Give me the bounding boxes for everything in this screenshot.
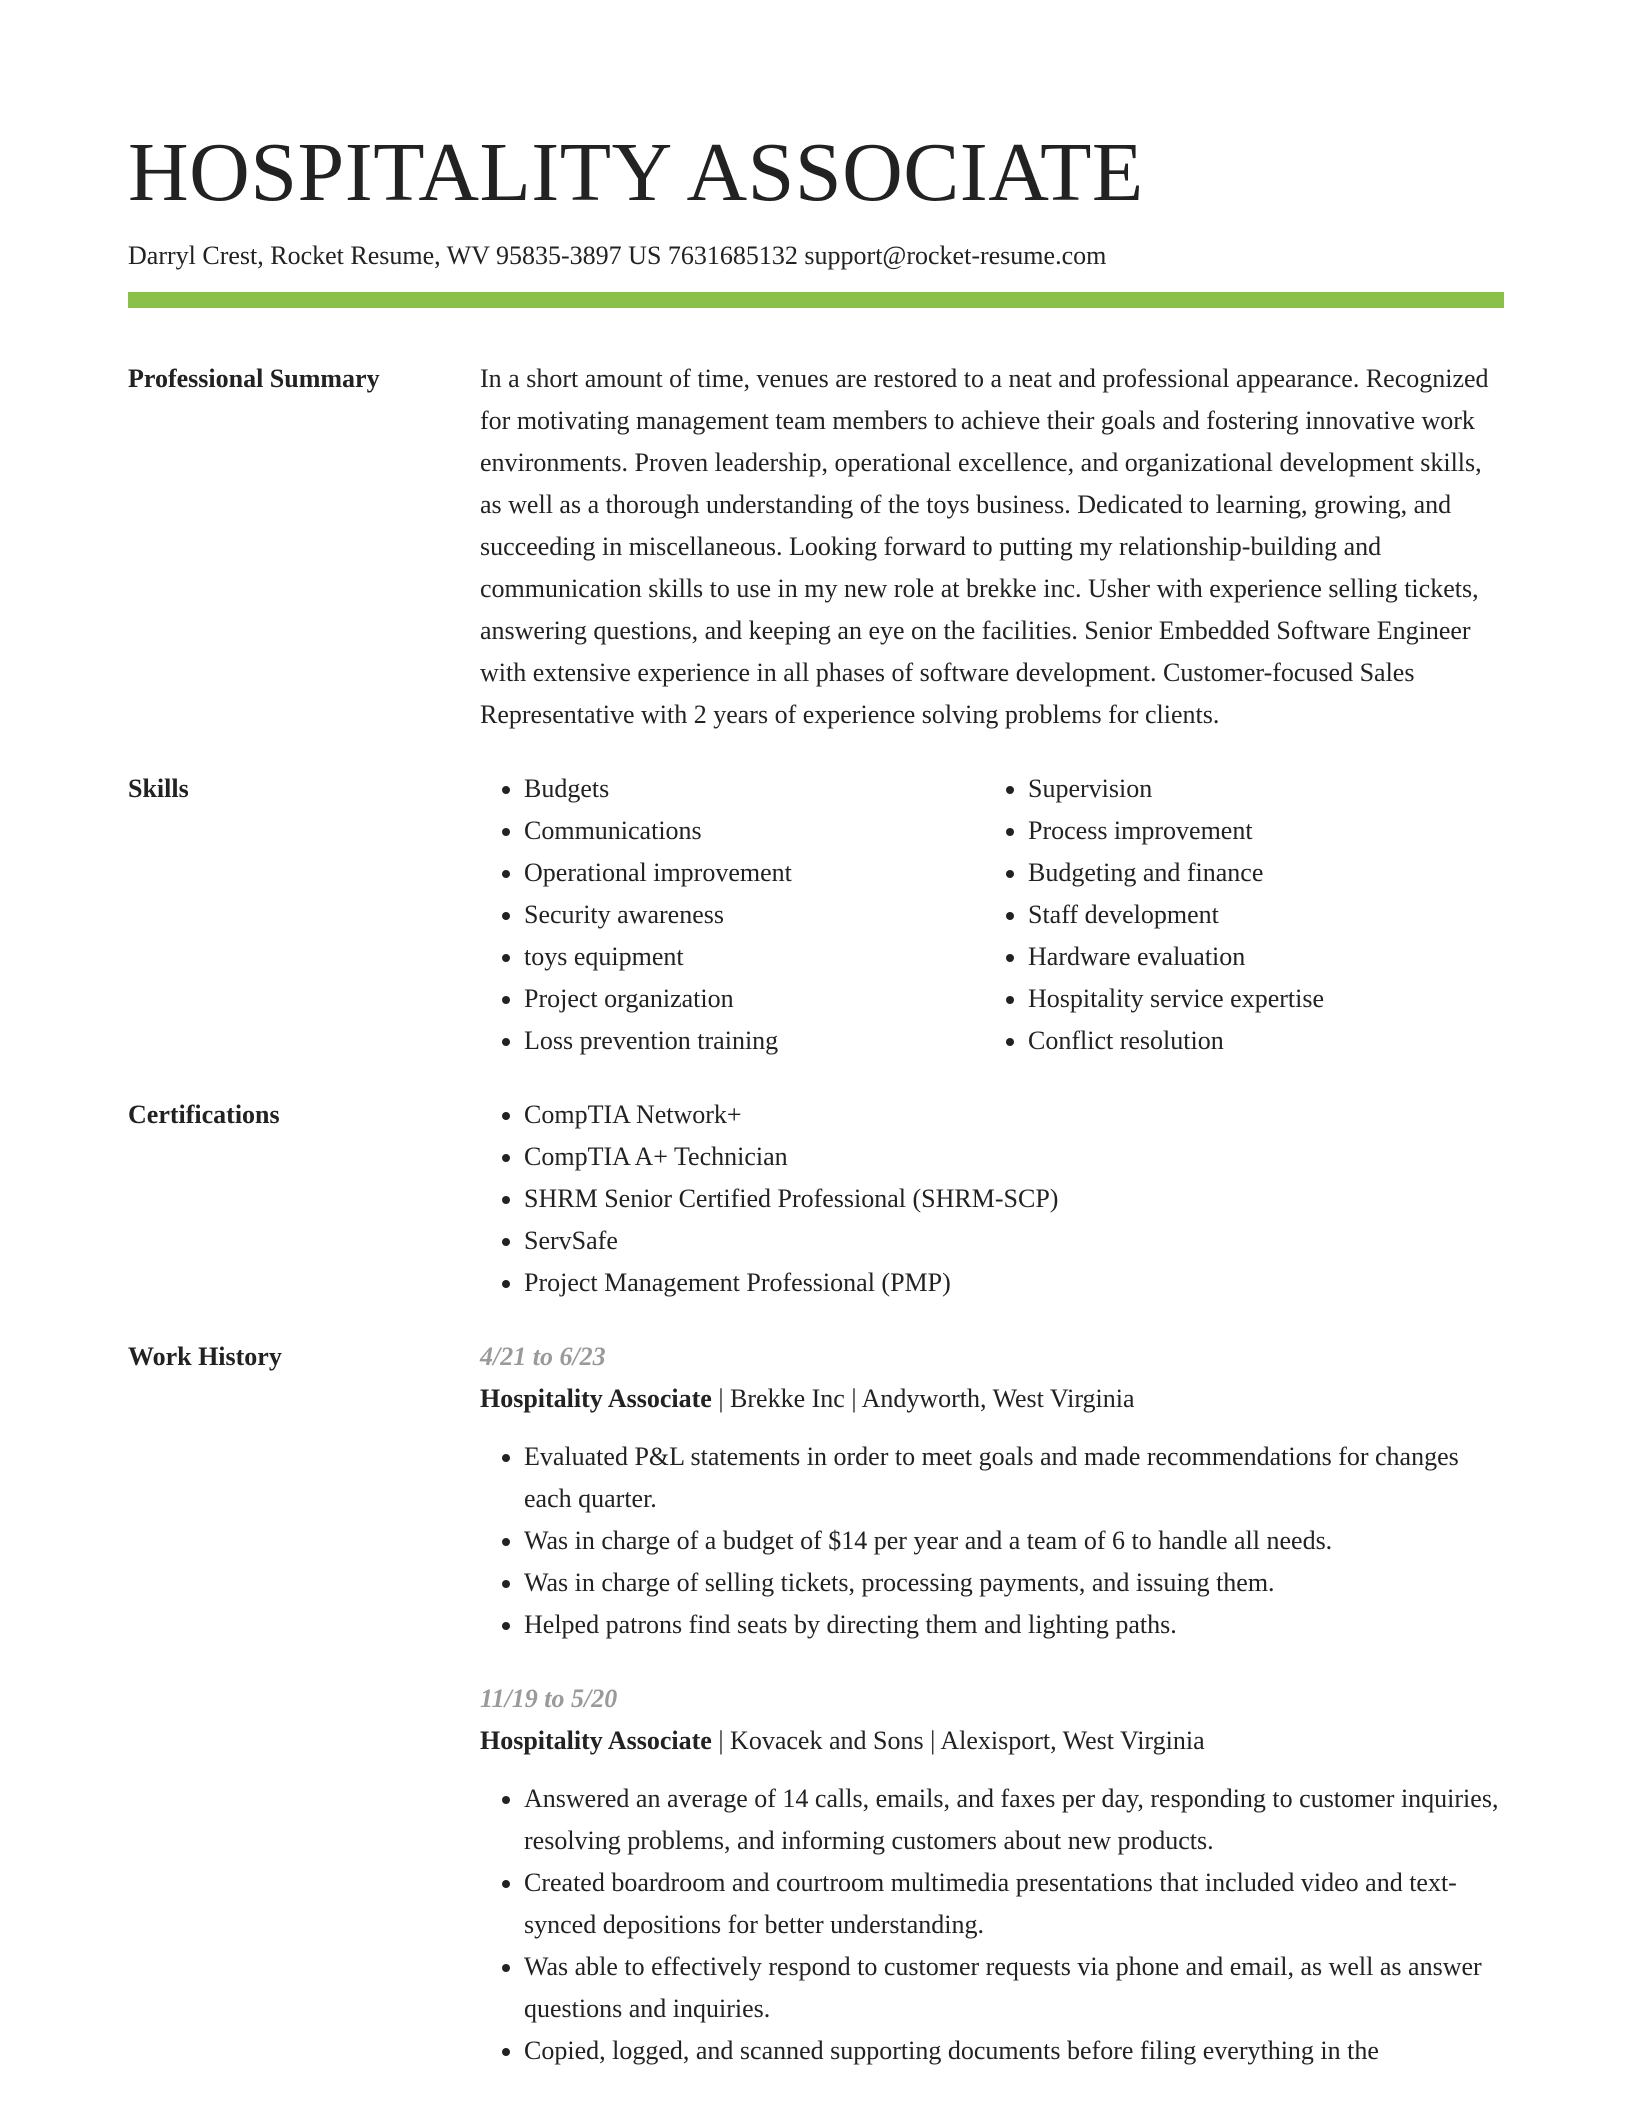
skill-item: • Hospitality service expertise [1028, 978, 1488, 1020]
certification-item: • CompTIA A+ Technician [524, 1136, 1504, 1178]
skill-item: • Security awareness [524, 894, 984, 936]
job-title: Hospitality Associate [480, 1726, 712, 1755]
work-history-section [128, 1336, 1504, 2072]
resume-page [128, 0, 1504, 2072]
certifications-body [480, 1094, 1504, 1304]
section-label-skills: Skills [128, 774, 189, 803]
job-details: | Brekke Inc | Andyworth, West Virginia [711, 1384, 1135, 1413]
job-entry [480, 1678, 1504, 2072]
skill-item: • Budgets [524, 768, 984, 810]
skills-section [128, 768, 1504, 1062]
skill-item: • Staff development [1028, 894, 1488, 936]
job-title: Hospitality Associate [480, 1384, 712, 1413]
certification-item: • SHRM Senior Certified Professional (SHRM-SCP) [524, 1178, 1504, 1220]
skill-item: • Supervision [1028, 768, 1488, 810]
skills-list-left [480, 768, 984, 1062]
summary-text: In a short amount of time, venues are restored to a neat and professional appearance. Recognized for motivating management team members to achieve their goals and fostering innovative work environments. Proven leadership, operational excellence, and organizational development skills, as well as a thorough understanding of the toys business. Dedicated to learning, growing, and succeeding in miscellaneous. Looking forward to putting my relationship-building and communication skills to use in my new role at brekke inc. Usher with experience selling tickets, answering questions, and keeping an eye on the facilities. Senior Embedded Software Engineer with extensive experience in all phases of software development. Customer-focused Sales Representative with 2 years of experience solving problems for clients. [480, 364, 1489, 729]
job-bullet: • Was able to effectively respond to customer requests via phone and email, as well as answer questions and inquiries. [524, 1946, 1504, 2030]
job-bullet: • Was in charge of a budget of $14 per year and a team of 6 to handle all needs. [524, 1520, 1504, 1562]
contact-line: Darryl Crest, Rocket Resume, WV 95835-3897 US 7631685132 support@rocket-resume.com [128, 241, 1107, 270]
job-entry [480, 1336, 1504, 1646]
certification-item: • CompTIA Network+ [524, 1094, 1504, 1136]
certifications-list [480, 1094, 1504, 1304]
section-label-work-history: Work History [128, 1342, 282, 1371]
skills-list-right [984, 768, 1488, 1062]
section-label-summary: Professional Summary [128, 364, 380, 393]
accent-divider [128, 292, 1504, 308]
certification-item: • ServSafe [524, 1220, 1504, 1262]
job-heading [480, 1720, 1504, 1762]
job-bullet: • Copied, logged, and scanned supporting documents before filing everything in the [524, 2030, 1504, 2072]
skill-item: • Loss prevention training [524, 1020, 984, 1062]
skills-body [480, 768, 1504, 1062]
job-heading [480, 1378, 1504, 1420]
job-dates: 11/19 to 5/20 [480, 1684, 618, 1713]
skill-item: • Conflict resolution [1028, 1020, 1488, 1062]
job-bullet: • Helped patrons find seats by directing them and lighting paths. [524, 1604, 1504, 1646]
skill-item: • Communications [524, 810, 984, 852]
job-dates: 4/21 to 6/23 [480, 1342, 606, 1371]
skill-item: • Project organization [524, 978, 984, 1020]
certification-item: • Project Management Professional (PMP) [524, 1262, 1504, 1304]
work-history-body [480, 1336, 1504, 2072]
job-bullet: • Answered an average of 14 calls, emails, and faxes per day, responding to customer inquiries, resolving problems, and informing customers about new products. [524, 1778, 1504, 1862]
section-label-certifications: Certifications [128, 1100, 280, 1129]
professional-summary-section [128, 358, 1504, 736]
summary-body [480, 358, 1504, 736]
job-bullet: • Created boardroom and courtroom multimedia presentations that included video and text-synced depositions for better understanding. [524, 1862, 1504, 1946]
skill-item: • Budgeting and finance [1028, 852, 1488, 894]
job-bullet: • Evaluated P&L statements in order to meet goals and made recommendations for changes each quarter. [524, 1436, 1504, 1520]
certifications-section [128, 1094, 1504, 1304]
job-bullets [480, 1436, 1504, 1646]
job-bullet: • Was in charge of selling tickets, processing payments, and issuing them. [524, 1562, 1504, 1604]
job-bullets [480, 1778, 1504, 2072]
resume-title: HOSPITALITY ASSOCIATE [128, 126, 1144, 219]
skill-item: • Operational improvement [524, 852, 984, 894]
skill-item: • toys equipment [524, 936, 984, 978]
skill-item: • Process improvement [1028, 810, 1488, 852]
skill-item: • Hardware evaluation [1028, 936, 1488, 978]
job-details: | Kovacek and Sons | Alexisport, West Virginia [711, 1726, 1205, 1755]
